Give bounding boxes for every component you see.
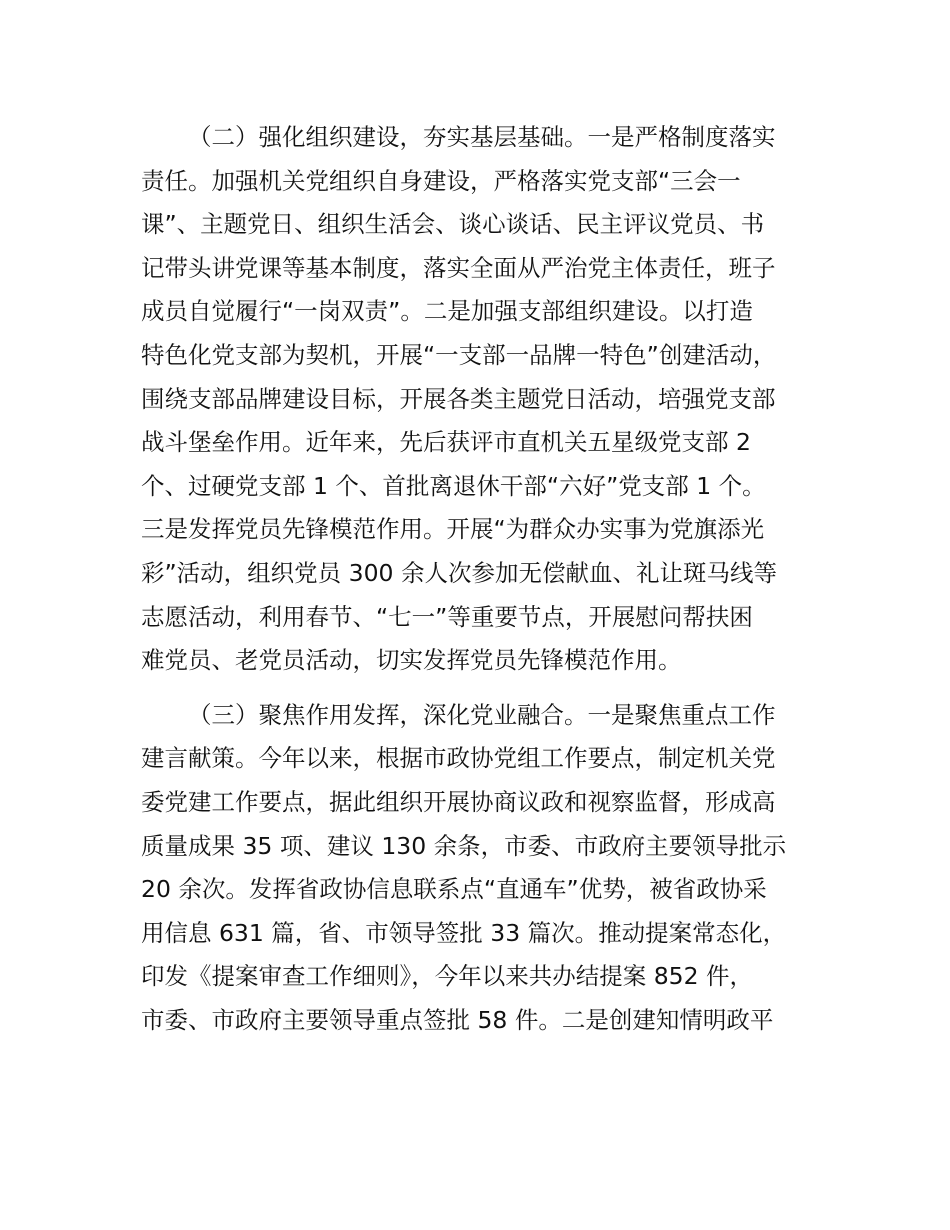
text-line: 记带头讲党课等基本制度，落实全面从严治党主体责任，班子 <box>141 253 776 282</box>
document-body <box>141 116 821 1042</box>
paragraph-section-2 <box>141 116 821 683</box>
text-line: 难党员、老党员活动，切实发挥党员先锋模范作用。 <box>141 646 682 675</box>
text-line: 战斗堡垒作用。近年来，先后获评市直机关五星级党支部 2 <box>141 428 751 457</box>
text-line: 用信息 631 篇，省、市领导签批 33 篇次。推动提案常态化， <box>141 918 787 947</box>
text-line: 围绕支部品牌建设目标，开展各类主题党日活动，培强党支部 <box>141 384 776 413</box>
text-line: 印发《提案审查工作细则》，今年以来共办结提案 852 件， <box>141 962 754 991</box>
text-line: 个、过硬党支部 1 个、首批离退休干部“六好”党支部 1 个。 <box>141 471 766 500</box>
text-line: （二）强化组织建设，夯实基层基础。一是严格制度落实 <box>188 123 776 151</box>
text-line: 质量成果 35 项、建议 130 余条，市委、市政府主要领导批示 <box>141 831 787 860</box>
text-line: 市委、市政府主要领导重点签批 58 件。二是创建知情明政平 <box>141 1005 774 1034</box>
text-line: 成员自觉履行“一岗双责”。二是加强支部组织建设。以打造 <box>141 297 753 326</box>
text-line: 志愿活动，利用春节、“七一”等重要节点，开展慰问帮扶困 <box>141 602 753 631</box>
text-line: 彩”活动，组织党员 300 余人次参加无偿献血、礼让斑马线等 <box>141 558 777 587</box>
text-line: 建言献策。今年以来，根据市政协党组工作要点，制定机关党 <box>141 744 776 773</box>
text-line: 委党建工作要点，据此组织开展协商议政和视察监督，形成高 <box>141 787 776 816</box>
text-line: 20 余次。发挥省政协信息联系点“直通车”优势，被省政协采 <box>141 875 767 904</box>
paragraph-section-3 <box>141 694 821 1043</box>
text-line: 课”、主题党日、组织生活会、谈心谈话、民主评议党员、书 <box>141 210 765 239</box>
text-line: 责任。加强机关党组织自身建设，严格落实党支部“三会一 <box>141 166 741 195</box>
text-line: （三）聚焦作用发挥，深化党业融合。一是聚焦重点工作 <box>188 700 776 729</box>
text-line: 三是发挥党员先锋模范作用。开展“为群众办实事为党旗添光 <box>141 515 765 544</box>
text-line: 特色化党支部为契机，开展“一支部一品牌一特色”创建活动， <box>141 340 777 369</box>
